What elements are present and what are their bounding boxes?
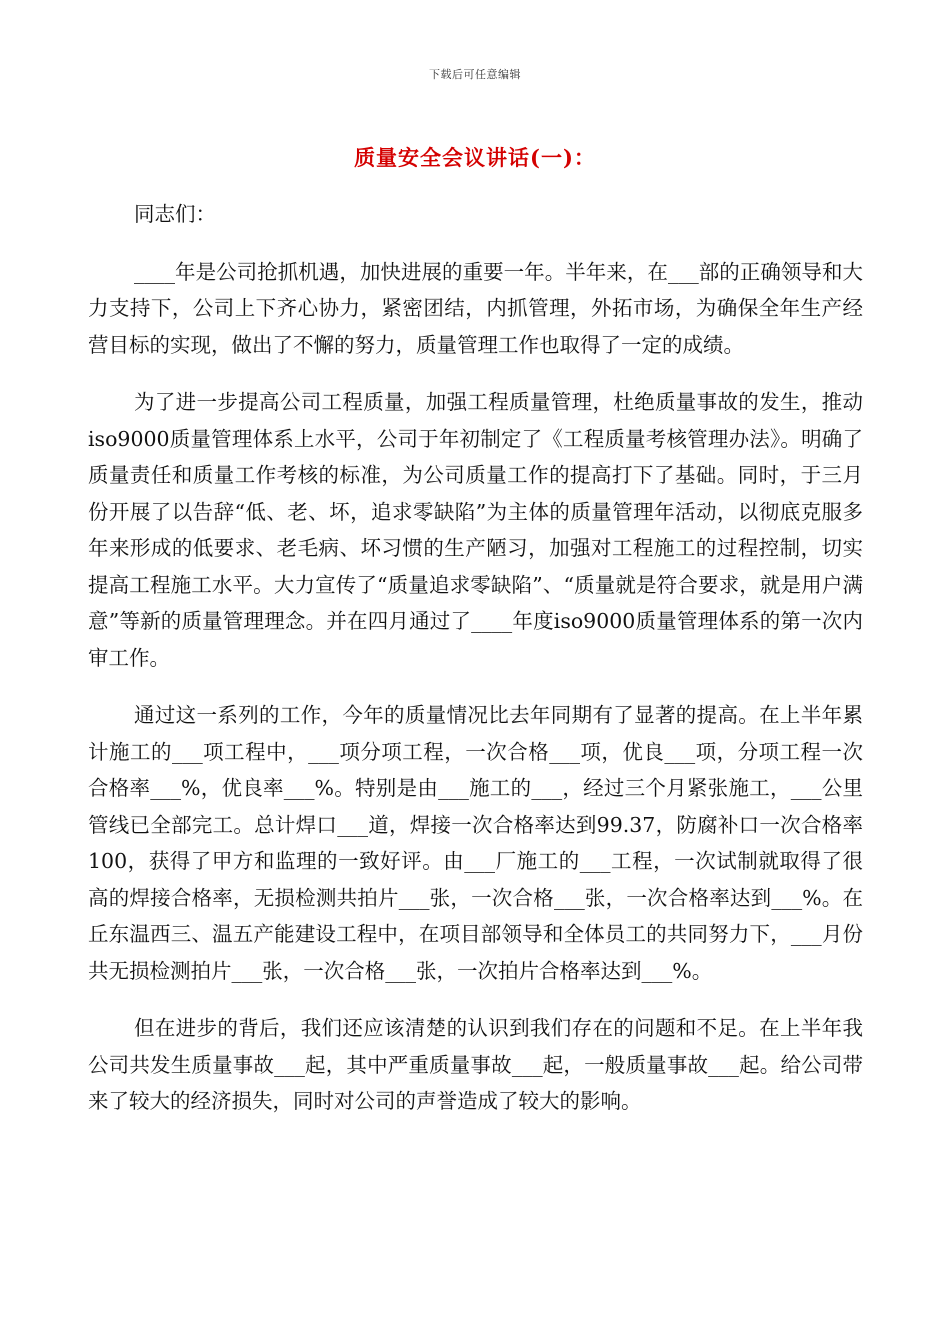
paragraph-2: 为了进一步提高公司工程质量，加强工程质量管理，杜绝质量事故的发生，推动iso9000质量管理体系上水平，公司于年初制定了《工程质量考核管理办法》。明确了质量责任和质量工作考核的标准，为公司质量工作的提高打下了基础。同时，于三月份开展了以告辞“低、老、坏，追求零缺陷”为主体的质量管理年活动，以彻底克服多年来形成的低要求、老毛病、坏习惯的生产陋习，加强对工程施工的过程控制，切实提高工程施工水平。大力宣传了“质量追求零缺陷”、“质量就是符合要求，就是用户满意”等新的质量管理理念。并在四月通过了____年度iso9000质量管理体系的第一次内审工作。 (88, 390, 863, 670)
header-note: 下载后可任意编辑 (429, 68, 521, 81)
document-title: 质量安全会议讲话(一)： (354, 145, 596, 170)
document-body (88, 196, 863, 1141)
greeting: 同志们： (134, 202, 216, 226)
paragraph-1: ____年是公司抢抓机遇，加快进展的重要一年。半年来，在___部的正确领导和大力支持下，公司上下齐心协力，紧密团结，内抓管理，外拓市场，为确保全年生产经营目标的实现，做出了不懈的努力，质量管理工作也取得了一定的成绩。 (88, 259, 863, 357)
paragraph-3: 通过这一系列的工作，今年的质量情况比去年同期有了显著的提高。在上半年累计施工的___项工程中，___项分项工程，一次合格___项，优良___项，分项工程一次合格率___%，优良率___%。特别是由___施工的___，经过三个月紧张施工，___公里管线已全部完工。总计焊口___道，焊接一次合格率达到99.37，防腐补口一次合格率100，获得了甲方和监理的一致好评。由___厂施工的___工程，一次试制就取得了很高的焊接合格率，无损检测共拍片___张，一次合格___张，一次合格率达到___%。在丘东温西三、温五产能建设工程中，在项目部领导和全体员工的共同努力下，___月份共无损检测拍片___张，一次合格___张，一次拍片合格率达到___%。 (88, 703, 863, 983)
paragraph-4: 但在进步的背后，我们还应该清楚的认识到我们存在的问题和不足。在上半年我公司共发生质量事故___起，其中严重质量事故___起，一般质量事故___起。给公司带来了较大的经济损失，同时对公司的声誉造成了较大的影响。 (88, 1016, 863, 1113)
